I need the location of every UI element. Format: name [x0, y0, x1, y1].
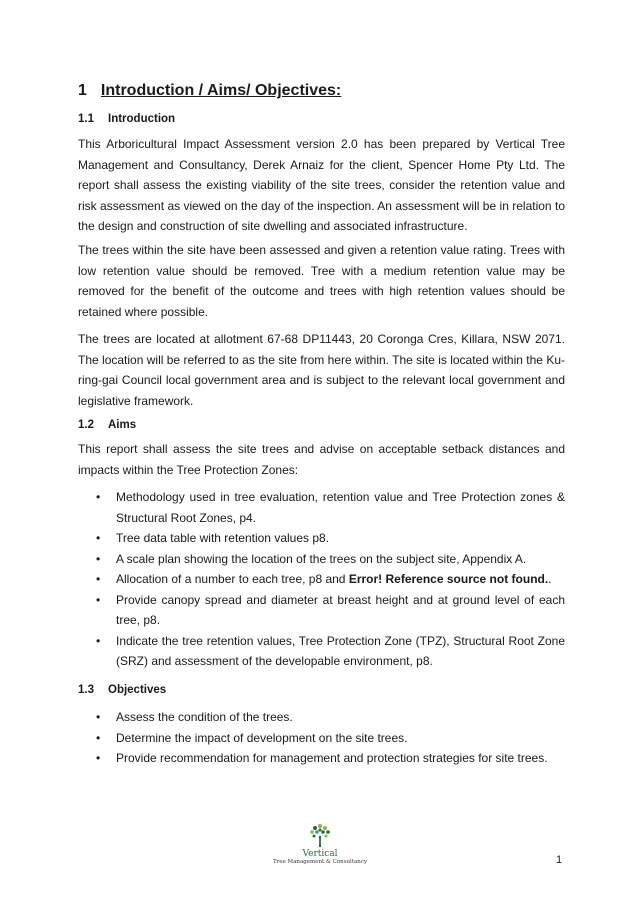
section-heading-objectives [78, 684, 565, 696]
list-item: • Provide canopy spread and diameter at breast height and at ground level of each tree, p8. [78, 590, 565, 631]
section-heading-aims [78, 419, 565, 431]
section-heading-introduction [78, 113, 565, 125]
list-item: • Methodology used in tree evaluation, retention value and Tree Protection zones & Structural Root Zones, p4. [78, 487, 565, 528]
list-item: • Indicate the tree retention values, Tree Protection Zone (TPZ), Structural Root Zone (SRZ) and assessment of the developable environment, p8. [78, 631, 565, 672]
heading-1-title: Introduction / Aims/ Objectives: [100, 82, 342, 99]
aims-list [78, 487, 565, 672]
section-number: 1.3 [78, 684, 94, 696]
list-item: • Assess the condition of the trees. [78, 707, 565, 728]
reference-error-text: Error! Reference source not found. [348, 572, 549, 586]
heading-1 [78, 82, 341, 100]
section-number: 1.2 [78, 419, 94, 431]
list-item-text: Allocation of a number to each tree, p8 and [116, 572, 349, 586]
list-item: • Provide recommendation for management and protection strategies for site trees. [78, 748, 565, 769]
paragraph-intro-1: This Arboricultural Impact Assessment version 2.0 has been prepared by Vertical Tree Management and Consultancy, Derek Arnaiz for the client, Spencer Home Pty Ltd. The report shall assess the existing viability of the site trees, consider the retention value and risk assessment as viewed on the day of the inspection. An assessment will be in relation to the design and construction of site dwelling and associated infrastructure. [78, 137, 565, 233]
heading-1-number: 1 [78, 82, 87, 99]
section-title: Objectives [108, 684, 167, 696]
paragraph-intro-2: The trees within the site have been assessed and given a retention value rating. Trees with low retention value should be removed. Tree with a medium retention value may be removed for the benefit of the outcome and trees with high retention values should be retained where possible. [78, 243, 565, 319]
objectives-list [78, 707, 565, 769]
company-logo [270, 822, 370, 865]
list-item [78, 569, 565, 590]
list-item: • A scale plan showing the location of the trees on the subject site, Appendix A. [78, 549, 565, 570]
section-title: Introduction [108, 113, 176, 125]
logo-brand-text: Vertical [302, 849, 338, 859]
paragraph-aims-lead: This report shall assess the site trees and advise on acceptable setback distances and impacts within the Tree Protection Zones: [78, 442, 565, 477]
paragraph-intro-3: The trees are located at allotment 67-68 DP11443, 20 Coronga Cres, Killara, NSW 2071. The location will be referred to as the site from here within. The site is located within the Ku-ring-gai Council local government area and is subject to the relevant local government and legislative framework. [78, 332, 565, 408]
section-title: Aims [108, 419, 137, 431]
page-number: 1 [556, 854, 563, 866]
list-item: • Tree data table with retention values p8. [78, 528, 565, 549]
section-number: 1.1 [78, 113, 94, 125]
logo-tagline: Tree Management & Consultancy [272, 859, 368, 865]
list-item-text-end: . [548, 572, 552, 586]
tree-logo-icon [307, 822, 333, 848]
list-item: • Determine the impact of development on the site trees. [78, 728, 565, 749]
